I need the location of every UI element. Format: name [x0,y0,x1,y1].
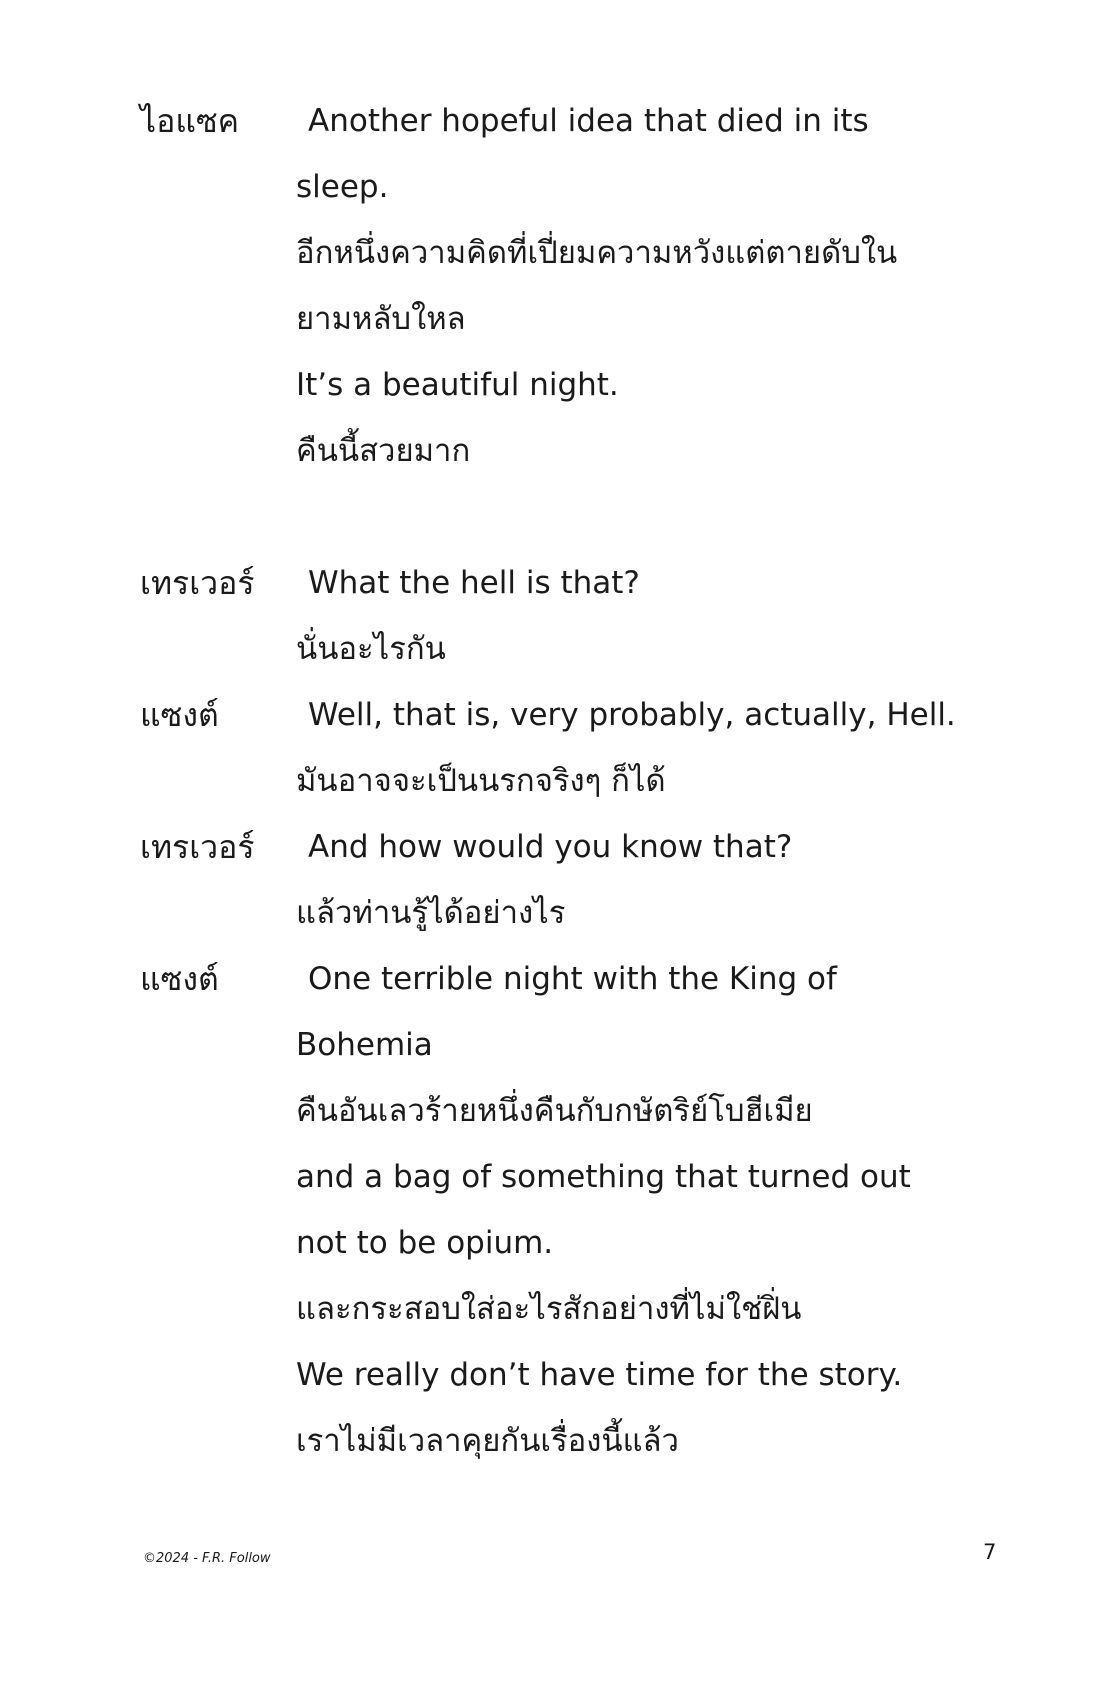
block-spacer [0,484,1100,550]
dialogue-line: What the hell is that? [308,565,640,601]
dialogue-lines [296,682,1016,814]
copyright-notice: ©2024 - F.R. Follow [143,1551,271,1566]
dialogue-line: not to be opium. [296,1225,554,1261]
speaker-name: แซงต์ [140,696,219,734]
dialogue-line: เราไม่มีเวลาคุยกันเรื่องนี้แล้ว [296,1423,679,1459]
dialogue-line: แล้วท่านรู้ได้อย่างไร [296,895,566,931]
speaker-name: ไอแซค [140,102,240,140]
speaker-name: เทรเวอร์ [140,828,255,866]
dialogue-block [0,550,1100,682]
dialogue-line: And how would you know that? [308,829,793,865]
dialogue-line: นั่นอะไรกัน [296,631,446,667]
dialogue-line: Well, that is, very probably, actually, Hell. [308,697,956,733]
dialogue-line: มันอาจจะเป็นนรกจริงๆ ก็ได้ [296,763,666,799]
dialogue-lines [296,550,1016,682]
speaker-name: แซงต์ [140,960,219,998]
dialogue-lines [296,946,1016,1474]
dialogue-line: ยามหลับใหล [296,301,466,337]
dialogue-line: คืนอันเลวร้ายหนึ่งคืนกับกษัตริย์โบฮีเมีย [296,1093,813,1129]
dialogue-lines [296,88,1016,484]
dialogue-block [0,946,1100,1474]
dialogue-line: It’s a beautiful night. [296,367,619,403]
dialogue-line: Another hopeful idea that died in its [308,103,869,139]
dialogue-line: Bohemia [296,1027,433,1063]
dialogue-line: and a bag of something that turned out [296,1159,911,1195]
dialogue-block [0,814,1100,946]
dialogue-line: อีกหนึ่งความคิดที่เปี่ยมความหวังแต่ตายดับใน [296,235,898,271]
dialogue-line: We really don’t have time for the story. [296,1357,903,1393]
speaker-name: เทรเวอร์ [140,564,255,602]
dialogue-line: และกระสอบใส่อะไรสักอย่างที่ไม่ใช่ฝิ่น [296,1291,802,1327]
page-number: 7 [983,1540,997,1564]
dialogue-line: คืนนี้สวยมาก [296,433,471,469]
dialogue-line: sleep. [296,169,389,205]
dialogue-line: One terrible night with the King of [308,961,837,997]
dialogue-list [0,88,1100,1474]
dialogue-block [0,682,1100,814]
dialogue-block [0,88,1100,484]
dialogue-lines [296,814,1016,946]
